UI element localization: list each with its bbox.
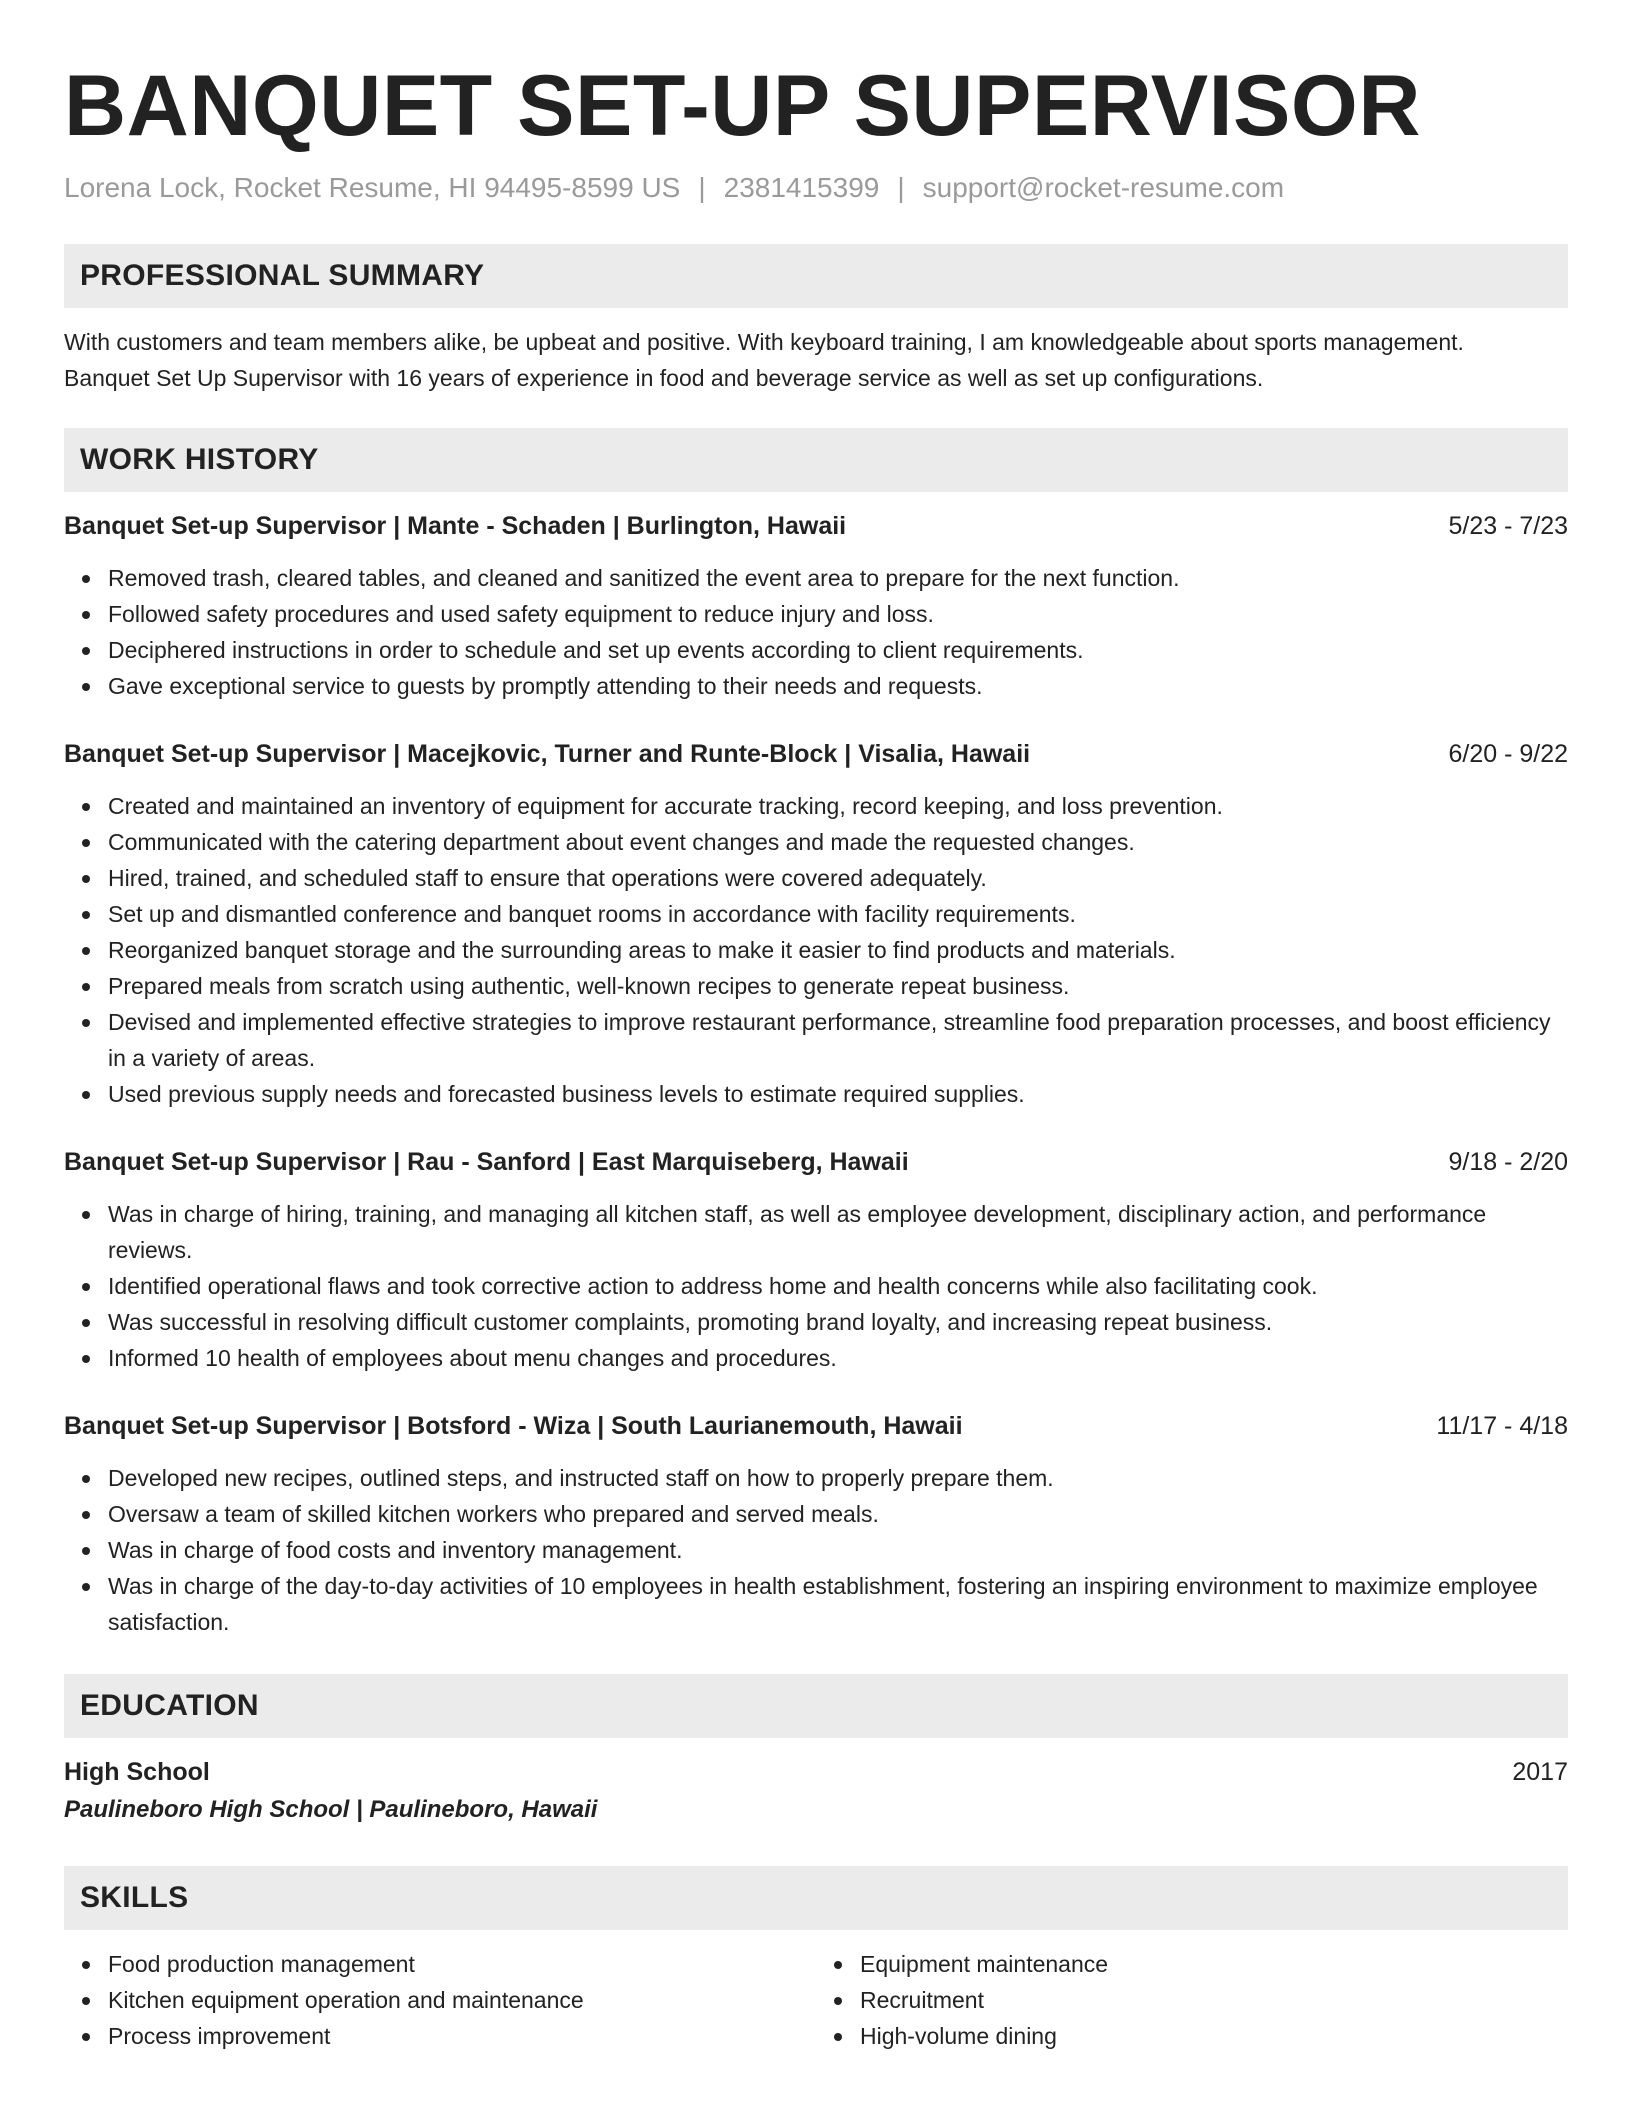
skill-item: High-volume dining: [860, 2018, 1568, 2054]
skills-bullet-list: [816, 1946, 1568, 2054]
job-bullet: Identified operational flaws and took corrective action to address home and health concerns while also facilitating cook.: [108, 1268, 1568, 1304]
skill-item: Process improvement: [108, 2018, 816, 2054]
skill-item: Kitchen equipment operation and maintenance: [108, 1982, 816, 2018]
job-dates: 5/23 - 7/23: [1448, 512, 1568, 540]
job-dates: 6/20 - 9/22: [1448, 740, 1568, 768]
skill-item: Food production management: [108, 1946, 816, 1982]
section-header-skills: SKILLS: [64, 1866, 1568, 1930]
education-degree: High School: [64, 1758, 210, 1786]
contact-separator: |: [698, 172, 706, 203]
contact-phone: 2381415399: [723, 172, 880, 203]
contact-line: [64, 170, 1568, 206]
job-bullet: Oversaw a team of skilled kitchen workers who prepared and served meals.: [108, 1496, 1568, 1532]
skill-item: Equipment maintenance: [860, 1946, 1568, 1982]
job-bullet: Prepared meals from scratch using authentic, well-known recipes to generate repeat business.: [108, 968, 1568, 1004]
job-bullet-list: [64, 1196, 1568, 1376]
education-school: Paulineboro High School | Paulineboro, Hawaii: [64, 1796, 598, 1823]
job-bullet: Set up and dismantled conference and banquet rooms in accordance with facility requirements.: [108, 896, 1568, 932]
job-bullet: Devised and implemented effective strategies to improve restaurant performance, streamline food preparation processes, and boost efficiency in a variety of areas.: [108, 1004, 1568, 1076]
job-bullet-list: [64, 560, 1568, 704]
skill-item: Recruitment: [860, 1982, 1568, 2018]
job-entry: [64, 736, 1568, 1112]
job-header: [64, 1144, 1568, 1180]
job-dates: 11/17 - 4/18: [1436, 1412, 1568, 1440]
education-year: 2017: [1512, 1758, 1568, 1786]
section-header-education: EDUCATION: [64, 1674, 1568, 1738]
job-header: [64, 736, 1568, 772]
contact-email[interactable]: support@rocket-resume.com: [922, 172, 1285, 203]
work-history-list: [64, 508, 1568, 1640]
job-title: Banquet Set-up Supervisor | Macejkovic, Turner and Runte-Block | Visalia, Hawaii: [64, 740, 1031, 768]
skills-column-left: [64, 1946, 816, 2054]
job-bullet: Created and maintained an inventory of equipment for accurate tracking, record keeping, and loss prevention.: [108, 788, 1568, 824]
job-entry: [64, 1408, 1568, 1640]
job-bullet: Gave exceptional service to guests by promptly attending to their needs and requests.: [108, 668, 1568, 704]
job-bullet-list: [64, 788, 1568, 1112]
contact-separator: |: [897, 172, 905, 203]
job-header: [64, 508, 1568, 544]
job-title: Banquet Set-up Supervisor | Mante - Schaden | Burlington, Hawaii: [64, 512, 847, 540]
job-dates: 9/18 - 2/20: [1448, 1148, 1568, 1176]
job-bullet: Was in charge of hiring, training, and managing all kitchen staff, as well as employee development, disciplinary action, and performance reviews.: [108, 1196, 1568, 1268]
job-bullet: Was in charge of the day-to-day activities of 10 employees in health establishment, fostering an inspiring environment to maximize employee satisfaction.: [108, 1568, 1568, 1640]
job-title: Banquet Set-up Supervisor | Botsford - Wiza | South Laurianemouth, Hawaii: [64, 1412, 963, 1440]
section-header-work-history: WORK HISTORY: [64, 428, 1568, 492]
contact-address: Lorena Lock, Rocket Resume, HI 94495-8599 US: [64, 172, 681, 203]
job-bullet: Reorganized banquet storage and the surrounding areas to make it easier to find products and materials.: [108, 932, 1568, 968]
job-bullet: Communicated with the catering department about event changes and made the requested changes.: [108, 824, 1568, 860]
job-bullet-list: [64, 1460, 1568, 1640]
job-entry: [64, 508, 1568, 704]
skills-list: [64, 1946, 1568, 2054]
skills-column-right: [816, 1946, 1568, 2054]
job-entry: [64, 1144, 1568, 1376]
section-header-summary: PROFESSIONAL SUMMARY: [64, 244, 1568, 308]
summary-text: With customers and team members alike, be upbeat and positive. With keyboard training, I am knowledgeable about sports management. Banquet Set Up Supervisor with 16 years of experience in food and beverage service as well as set up configurations.: [64, 329, 1464, 391]
job-bullet: Deciphered instructions in order to schedule and set up events according to client requirements.: [108, 632, 1568, 668]
education-entry: [64, 1754, 1568, 1828]
job-header: [64, 1408, 1568, 1444]
resume-title: BANQUET SET-UP SUPERVISOR: [64, 58, 1421, 154]
job-bullet: Used previous supply needs and forecasted business levels to estimate required supplies.: [108, 1076, 1568, 1112]
job-bullet: Removed trash, cleared tables, and cleaned and sanitized the event area to prepare for the next function.: [108, 560, 1568, 596]
job-bullet: Was successful in resolving difficult customer complaints, promoting brand loyalty, and increasing repeat business.: [108, 1304, 1568, 1340]
job-title: Banquet Set-up Supervisor | Rau - Sanford | East Marquiseberg, Hawaii: [64, 1148, 909, 1176]
job-bullet: Informed 10 health of employees about menu changes and procedures.: [108, 1340, 1568, 1376]
job-bullet: Developed new recipes, outlined steps, and instructed staff on how to properly prepare them.: [108, 1460, 1568, 1496]
job-bullet: Hired, trained, and scheduled staff to ensure that operations were covered adequately.: [108, 860, 1568, 896]
skills-bullet-list: [64, 1946, 816, 2054]
education-header: [64, 1754, 1568, 1790]
job-bullet: Was in charge of food costs and inventory management.: [108, 1532, 1568, 1568]
job-bullet: Followed safety procedures and used safety equipment to reduce injury and loss.: [108, 596, 1568, 632]
